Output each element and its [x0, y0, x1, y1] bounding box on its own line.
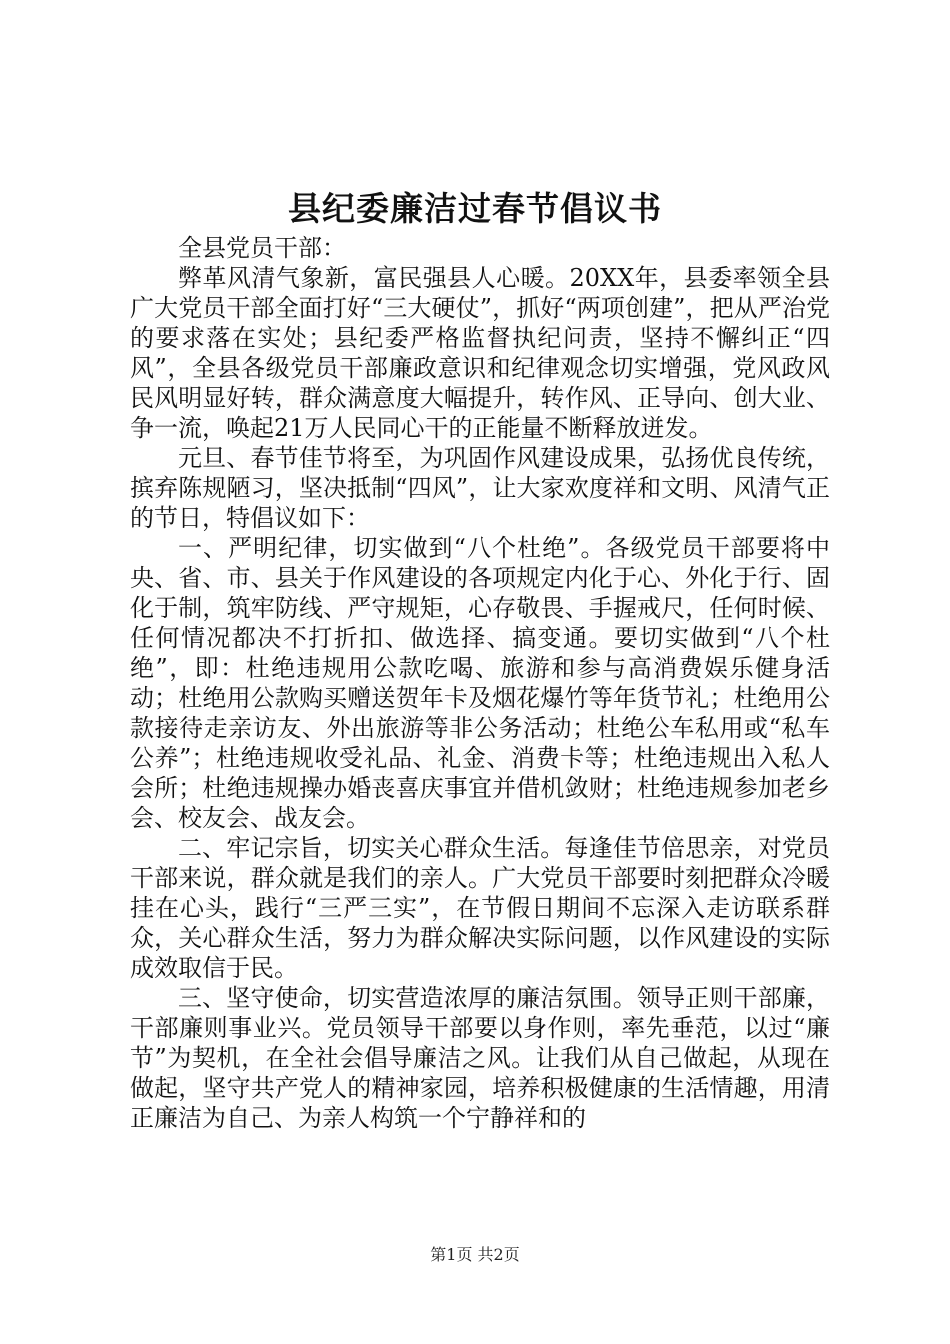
- paragraph-item-2: 二、牢记宗旨，切实关心群众生活。每逢佳节倍思亲，对党员干部来说，群众就是我们的亲人。广大党员干部要时刻把群众冷暖挂在心头，践行“三严三实”，在节假日期间不忘深入走访联系群众，关心群众生活，努力为群众解决实际问题，以作风建设的实际成效取信于民。: [130, 834, 830, 982]
- salutation: 全县党员干部：: [178, 234, 346, 262]
- page-number-footer: 第1页 共2页: [430, 1245, 520, 1264]
- paragraph-item-3: 三、坚守使命，切实营造浓厚的廉洁氛围。领导正则干部廉，干部廉则事业兴。党员领导干部要以身作则，率先垂范，以过“廉节”为契机，在全社会倡导廉洁之风。让我们从自己做起，从现在做起，坚守共产党人的精神家园，培养积极健康的生活情趣，用清正廉洁为自己、为亲人构筑一个宁静祥和的: [130, 984, 830, 1132]
- paragraph-proposal: 元旦、春节佳节将至，为巩固作风建设成果，弘扬优良传统，摈弃陈规陋习，坚决抵制“四风”，让大家欢度祥和文明、风清气正的节日，特倡议如下：: [130, 444, 830, 532]
- document-body: [130, 233, 830, 1133]
- document-title: 县纪委廉洁过春节倡议书: [288, 189, 662, 228]
- paragraph-item-1: 一、严明纪律，切实做到“八个杜绝”。各级党员干部要将中央、省、市、县关于作风建设的各项规定内化于心、外化于行、固化于制，筑牢防线、严守规矩，心存敬畏、手握戒尺，任何时候、任何情况都决不打折扣、做选择、搞变通。要切实做到“八个杜绝”，即：杜绝违规用公款吃喝、旅游和参与高消费娱乐健身活动；杜绝用公款购买赠送贺年卡及烟花爆竹等年货节礼；杜绝用公款接待走亲访友、外出旅游等非公务活动；杜绝公车私用或“私车公养”；杜绝违规收受礼品、礼金、消费卡等；杜绝违规出入私人会所；杜绝违规操办婚丧喜庆事宜并借机敛财；杜绝违规参加老乡会、校友会、战友会。: [130, 534, 830, 832]
- paragraph-intro: 弊革风清气象新，富民强县人心暖。20XX年，县委率领全县广大党员干部全面打好“三大硬仗”，抓好“两项创建”，把从严治党的要求落在实处；县纪委严格监督执纪问责，坚持不懈纠正“四风”，全县各级党员干部廉政意识和纪律观念切实增强，党风政风民风明显好转，群众满意度大幅提升，转作风、正导向、创大业、争一流，唤起21万人民同心干的正能量不断释放迸发。: [130, 264, 830, 442]
